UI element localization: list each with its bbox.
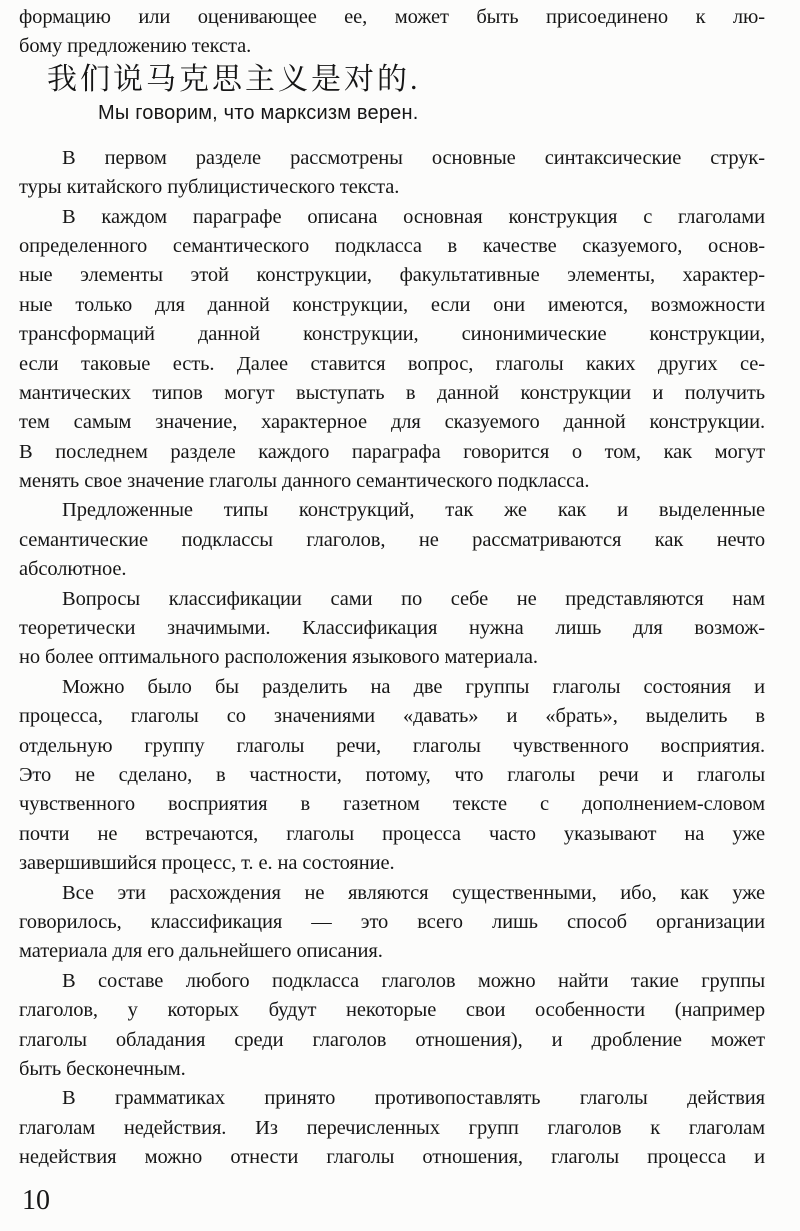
text-line: теоретически значимыми. Классификация нужна лишь для возмож- <box>19 617 765 640</box>
paragraph <box>19 1084 765 1172</box>
text-line: процесса, глаголы со значениями «давать» и «брать», выделить в <box>19 705 765 728</box>
text-line: быть бесконечным. <box>19 1057 186 1080</box>
paragraph <box>19 673 765 879</box>
text-line: тем самым значение, характерное для сказуемого данной конструкции. <box>19 411 765 434</box>
text-line: мантических типов могут выступать в данной конструкции и получить <box>19 381 765 404</box>
text-line: глаголов, у которых будут некоторые свои особенности (например <box>19 999 765 1022</box>
text-line: чувственного восприятия в газетном тексте с дополнением-словом <box>19 793 765 816</box>
text-line: В грамматиках принято противопоставлять глаголы действия <box>62 1087 765 1110</box>
text-line: ные только для данной конструкции, если они имеются, возможности <box>19 293 765 316</box>
text-line: определенного семантического подкласса в качестве сказуемого, основ- <box>19 234 765 257</box>
text-line: почти не встречаются, глаголы процесса часто указывают на уже <box>19 822 765 845</box>
example-translation-russian: Мы говорим, что марксизм верен. <box>98 101 419 124</box>
text-line: глаголам недействия. Из перечисленных групп глаголов к глаголам <box>19 1116 765 1139</box>
paragraph <box>19 203 765 497</box>
text-line: В составе любого подкласса глаголов можно найти такие группы <box>62 969 765 992</box>
page-number: 10 <box>22 1185 50 1216</box>
text-line: Можно было бы разделить на две группы глаголы состояния и <box>62 675 765 698</box>
text-line: глаголы обладания среди глаголов отношения), и дробление может <box>19 1028 765 1051</box>
text-line: трансформаций данной конструкции, синонимические конструкции, <box>19 323 765 346</box>
text-line: завершившийся процесс, т. е. на состояние. <box>19 852 395 875</box>
text-line: ные элементы этой конструкции, факультативные элементы, характер- <box>19 264 765 287</box>
text-line: абсолютное. <box>19 558 127 581</box>
text-line: но более оптимального расположения языкового материала. <box>19 646 538 669</box>
text-line: формацию или оценивающее ее, может быть присоединено к лю- <box>19 6 765 28</box>
example-sentence-chinese: 我们说马克思主义是对的. <box>47 62 421 96</box>
text-line: туры китайского публицистического текста. <box>19 176 400 199</box>
text-line: отдельную группу глаголы речи, глаголы чувственного восприятия. <box>19 734 765 757</box>
text-line: семантические подклассы глаголов, не рассматриваются как нечто <box>19 528 765 551</box>
paragraph <box>19 3 765 62</box>
text-line: если таковые есть. Далее ставится вопрос, глаголы каких других се- <box>19 352 765 375</box>
page-text-block <box>19 3 765 1172</box>
paragraph <box>19 144 765 203</box>
paragraph <box>19 496 765 584</box>
paragraph <box>19 585 765 673</box>
text-line: Предложенные типы конструкций, так же как и выделенные <box>62 499 765 522</box>
text-line: В первом разделе рассмотрены основные синтаксические струк- <box>62 146 765 169</box>
text-line: бому предложению текста. <box>19 35 252 58</box>
text-line: говорилось, классификация — это всего лишь способ организации <box>19 910 765 933</box>
text-line: материала для его дальнейшего описания. <box>19 940 383 963</box>
paragraph <box>19 967 765 1085</box>
text-line: недействия можно отнести глаголы отношения, глаголы процесса и <box>19 1146 765 1169</box>
paragraph <box>19 879 765 967</box>
text-line: менять свое значение глаголы данного семантического подкласса. <box>19 470 590 493</box>
text-line: В каждом параграфе описана основная конструкция с глаголами <box>62 205 765 228</box>
text-line: Все эти расхождения не являются существенными, ибо, как уже <box>62 881 765 904</box>
text-line: В последнем разделе каждого параграфа говорится о том, как могут <box>19 440 765 463</box>
text-line: Это не сделано, в частности, потому, что глаголы речи и глаголы <box>19 763 765 786</box>
text-line: Вопросы классификации сами по себе не представляются нам <box>62 587 765 610</box>
